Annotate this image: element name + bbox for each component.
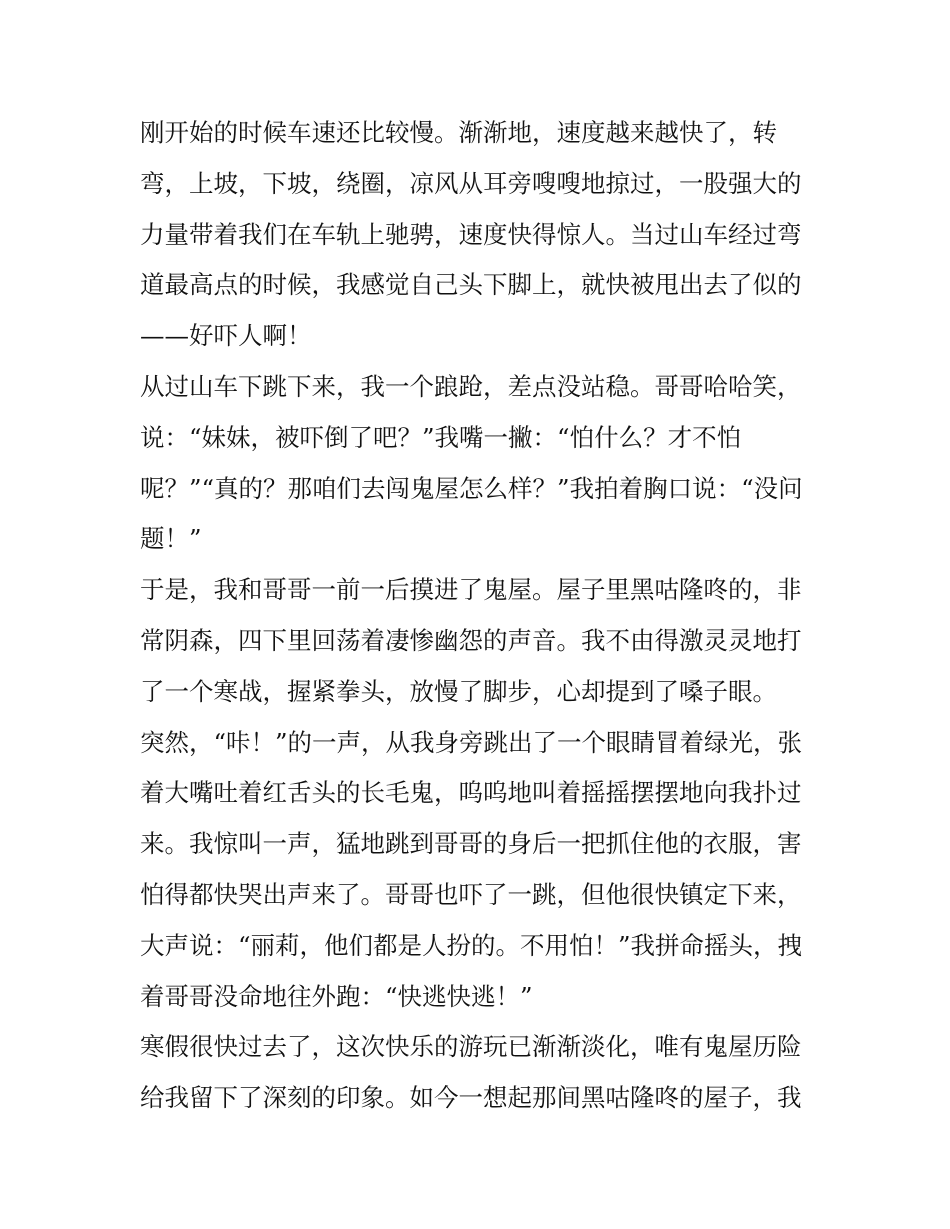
text-line: 怕得都快哭出声来了。哥哥也吓了一跳，但他很快镇定下来， — [140, 879, 802, 909]
text-line: 着哥哥没命地往外跑：“快逃快逃！” — [140, 981, 533, 1011]
text-line: 了一个寒战，握紧拳头，放慢了脚步，心却提到了嗓子眼。 — [140, 676, 777, 706]
text-line: 力量带着我们在车轨上驰骋，速度快得惊人。当过山车经过弯 — [140, 219, 802, 249]
text-line: 呢？”“真的？那咱们去闯鬼屋怎么样？”我拍着胸口说：“没问 — [140, 473, 803, 503]
text-line: 寒假很快过去了，这次快乐的游玩已渐渐淡化，唯有鬼屋历险 — [140, 1032, 802, 1062]
text-line: 说：“妹妹，被吓倒了吧？”我嘴一撇：“怕什么？才不怕 — [140, 422, 742, 452]
text-line: 弯，上坡，下坡，绕圈，凉风从耳旁嗖嗖地掠过，一股强大的 — [140, 168, 802, 198]
text-line: 给我留下了深刻的印象。如今一想起那间黑咕隆咚的屋子，我 — [140, 1083, 802, 1113]
text-line: 于是，我和哥哥一前一后摸进了鬼屋。屋子里黑咕隆咚的，非 — [140, 575, 802, 605]
text-line: 常阴森，四下里回荡着凄惨幽怨的声音。我不由得激灵灵地打 — [140, 625, 802, 655]
text-line: ——好吓人啊！ — [140, 321, 312, 351]
text-line: 从过山车下跳下来，我一个踉跄，差点没站稳。哥哥哈哈笑， — [140, 371, 802, 401]
text-line: 题！” — [140, 524, 202, 554]
text-line: 大声说：“丽莉，他们都是人扮的。不用怕！”我拼命摇头，拽 — [140, 930, 803, 960]
text-line: 刚开始的时候车速还比较慢。渐渐地，速度越来越快了，转 — [140, 118, 777, 147]
text-line: 来。我惊叫一声，猛地跳到哥哥的身后一把抓住他的衣服，害 — [140, 829, 802, 859]
text-line: 着大嘴吐着红舌头的长毛鬼，呜呜地叫着摇摇摆摆地向我扑过 — [140, 778, 802, 808]
text-line: 突然，“咔！”的一声，从我身旁跳出了一个眼睛冒着绿光，张 — [140, 727, 803, 757]
body-text — [140, 108, 820, 1124]
text-line: 道最高点的时候，我感觉自己头下脚上，就快被甩出去了似的 — [140, 270, 802, 300]
